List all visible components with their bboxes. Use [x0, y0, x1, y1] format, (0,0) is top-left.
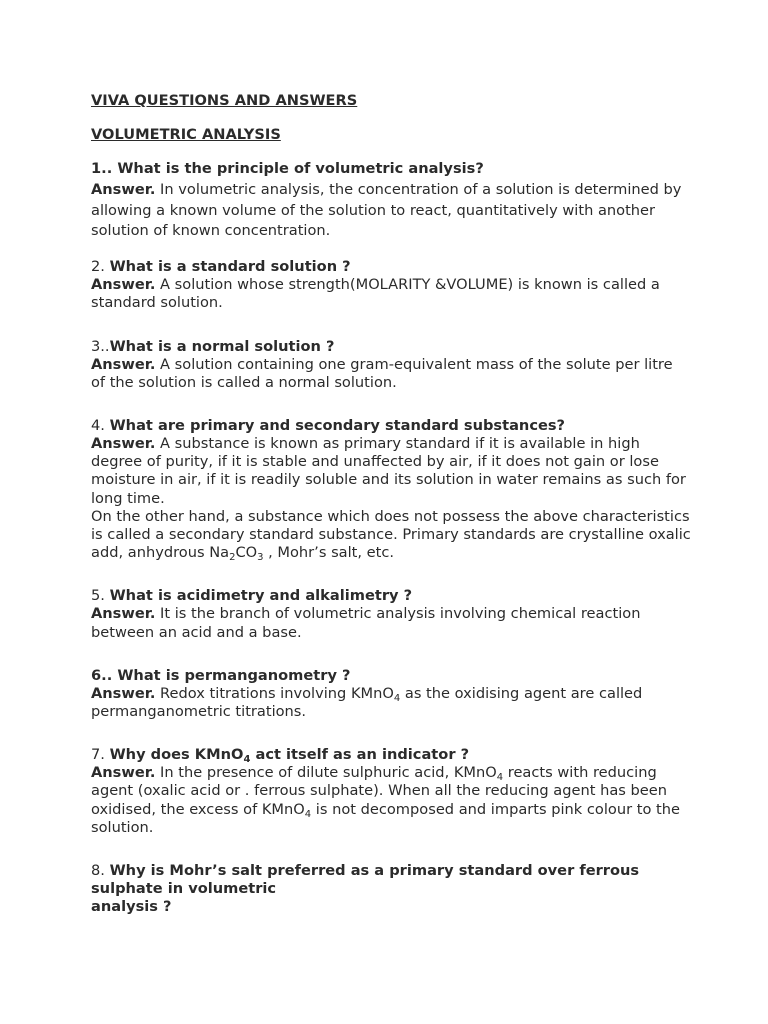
subscript: 4 — [496, 772, 504, 784]
question-text: What is a normal solution ? — [109, 337, 335, 355]
answer-label: Answer. — [91, 355, 156, 373]
question-7 — [91, 746, 691, 764]
subscript: 3 — [257, 552, 264, 564]
answer-text: Redox titrations involving KMnO — [155, 684, 394, 702]
question-2 — [91, 258, 691, 276]
answer-text: In volumetric analysis, the concentration of a solution is determined by allowing a known volume of the solution to react, quantitatively with another solution of known concentration. — [91, 181, 682, 240]
qa-item-3 — [91, 338, 691, 392]
answer-label: Answer. — [91, 181, 156, 198]
answer-3 — [91, 356, 691, 392]
question-number: 6.. — [91, 666, 118, 684]
answer-text: reacts with reducing agent (oxalic acid or . ferrous sulphate). When all the reducing agent has been oxidised, the excess of KMnO — [91, 764, 668, 818]
document-title: VIVA QUESTIONS AND ANSWERS — [91, 92, 358, 109]
question-number: 8. — [91, 861, 110, 879]
question-text: Why does KMnO — [109, 746, 244, 764]
qa-item-5 — [91, 587, 691, 641]
question-text: act itself as an indicator ? — [250, 746, 470, 764]
answer-label: Answer. — [91, 764, 156, 782]
question-text: What is permanganometry ? — [117, 666, 351, 684]
question-number: 2. — [91, 258, 110, 276]
question-number: 3.. — [91, 337, 110, 355]
subscript: 4 — [243, 754, 251, 766]
subscript: 2 — [229, 552, 236, 564]
answer-1 — [91, 180, 691, 242]
answer-label: Answer. — [91, 434, 156, 452]
question-text: What is the principle of volumetric analysis? — [117, 160, 484, 177]
answer-7 — [91, 764, 691, 837]
question-text: What is acidimetry and alkalimetry ? — [109, 587, 413, 605]
section-title: VOLUMETRIC ANALYSIS — [91, 126, 281, 143]
qa-item-4 — [91, 417, 691, 562]
answer-label: Answer. — [91, 276, 156, 294]
answer-text: , Mohr’s salt, etc. — [263, 544, 395, 562]
question-text: Why is Mohr’s salt preferred as a primary standard over ferrous sulphate in volumetric — [91, 861, 640, 897]
qa-item-7 — [91, 746, 691, 837]
answer-text: A substance is known as primary standard if it is available in high degree of purity, if it is stable and unaffected by air, if it does not gain or lose moisture in air, if it is readily soluble and its solution in water remains as such for long time. — [91, 434, 686, 507]
answer-5 — [91, 605, 691, 641]
answer-text: is not decomposed and imparts pink colour to the solution. — [91, 800, 680, 836]
question-number: 5. — [91, 587, 110, 605]
question-number: 4. — [91, 416, 110, 434]
answer-text: CO — [235, 544, 258, 562]
answer-6 — [91, 685, 691, 721]
question-text: What is a standard solution ? — [109, 258, 351, 276]
question-text-continued: analysis ? — [91, 897, 172, 915]
qa-item-8 — [91, 862, 691, 916]
question-number: 1.. — [91, 160, 118, 177]
qa-item-6 — [91, 667, 691, 721]
question-8 — [91, 862, 691, 916]
question-4 — [91, 417, 691, 435]
qa-item-2 — [91, 258, 691, 312]
question-1 — [91, 160, 691, 178]
question-3 — [91, 338, 691, 356]
answer-4-continued — [91, 508, 691, 563]
answer-label: Answer. — [91, 605, 156, 623]
answer-4 — [91, 435, 691, 508]
document-page — [91, 92, 691, 916]
answer-text: It is the branch of volumetric analysis involving chemical reaction between an acid and a base. — [91, 605, 641, 641]
subscript: 4 — [393, 692, 401, 704]
answer-label: Answer. — [91, 684, 156, 702]
answer-text: In the presence of dilute sulphuric acid, KMnO — [155, 764, 497, 782]
answer-text: A solution containing one gram-equivalent mass of the solute per litre of the solution is called a normal solution. — [91, 355, 673, 391]
qa-item-1 — [91, 160, 691, 242]
answer-2 — [91, 276, 691, 312]
question-number: 7. — [91, 746, 110, 764]
subscript: 4 — [304, 808, 312, 820]
question-6 — [91, 667, 691, 685]
answer-text: as the oxidising agent are called permanganometric titrations. — [91, 684, 643, 720]
answer-text: A solution whose strength(MOLARITY &VOLUME) is known is called a standard solution. — [91, 276, 660, 312]
answer-text: On the other hand, a substance which does not possess the above characteristics is called a secondary standard substance. Primary standards are crystalline oxalic add, anhydrous Na — [91, 507, 691, 562]
question-text: What are primary and secondary standard substances? — [109, 416, 566, 434]
question-5 — [91, 587, 691, 605]
